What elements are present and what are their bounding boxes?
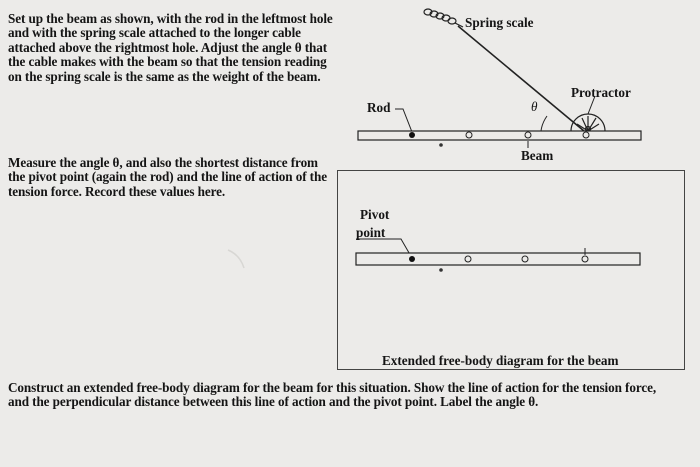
cable-line (458, 26, 584, 131)
beam-label: Beam (521, 148, 554, 163)
rod-hole (409, 132, 415, 138)
fbd-beam (356, 253, 640, 265)
pivot-hole (409, 256, 415, 262)
fbd-caption: Extended free-body diagram for the beam (382, 353, 619, 368)
fbd-center-mark (439, 268, 443, 272)
theta-arc (541, 116, 547, 131)
setup-instructions: Set up the beam as shown, with the rod in the leftmost hole and with the spring scale attached to the longer cable attached above the rightmost hole. Adjust the angle θ that the cable makes with the beam so that the tension reading on the spring scale is the same as the weight of the beam. (8, 11, 333, 84)
theta-label: θ (531, 99, 538, 114)
rod-label: Rod (367, 100, 391, 115)
measure-instructions: Measure the angle θ, and also the shortest distance from the pivot point (again the rod) and the line of action of the tension force. Record these values here. (8, 155, 327, 199)
spring-scale-icon (424, 9, 463, 27)
top-beam (358, 131, 641, 140)
center-mark (439, 143, 443, 147)
protractor-label: Protractor (571, 85, 631, 100)
pivot-label: Pivot (360, 207, 390, 222)
spring-scale-label: Spring scale (465, 15, 534, 30)
construct-instructions: Construct an extended free-body diagram for the beam for this situation. Show the line of action for the tension force, and the perpendicular distance between this line of action and the pivot point. Label the angle θ. (8, 380, 657, 410)
point-label: point (356, 225, 386, 240)
rod-pointer (395, 109, 412, 132)
protractor-icon (571, 114, 605, 132)
